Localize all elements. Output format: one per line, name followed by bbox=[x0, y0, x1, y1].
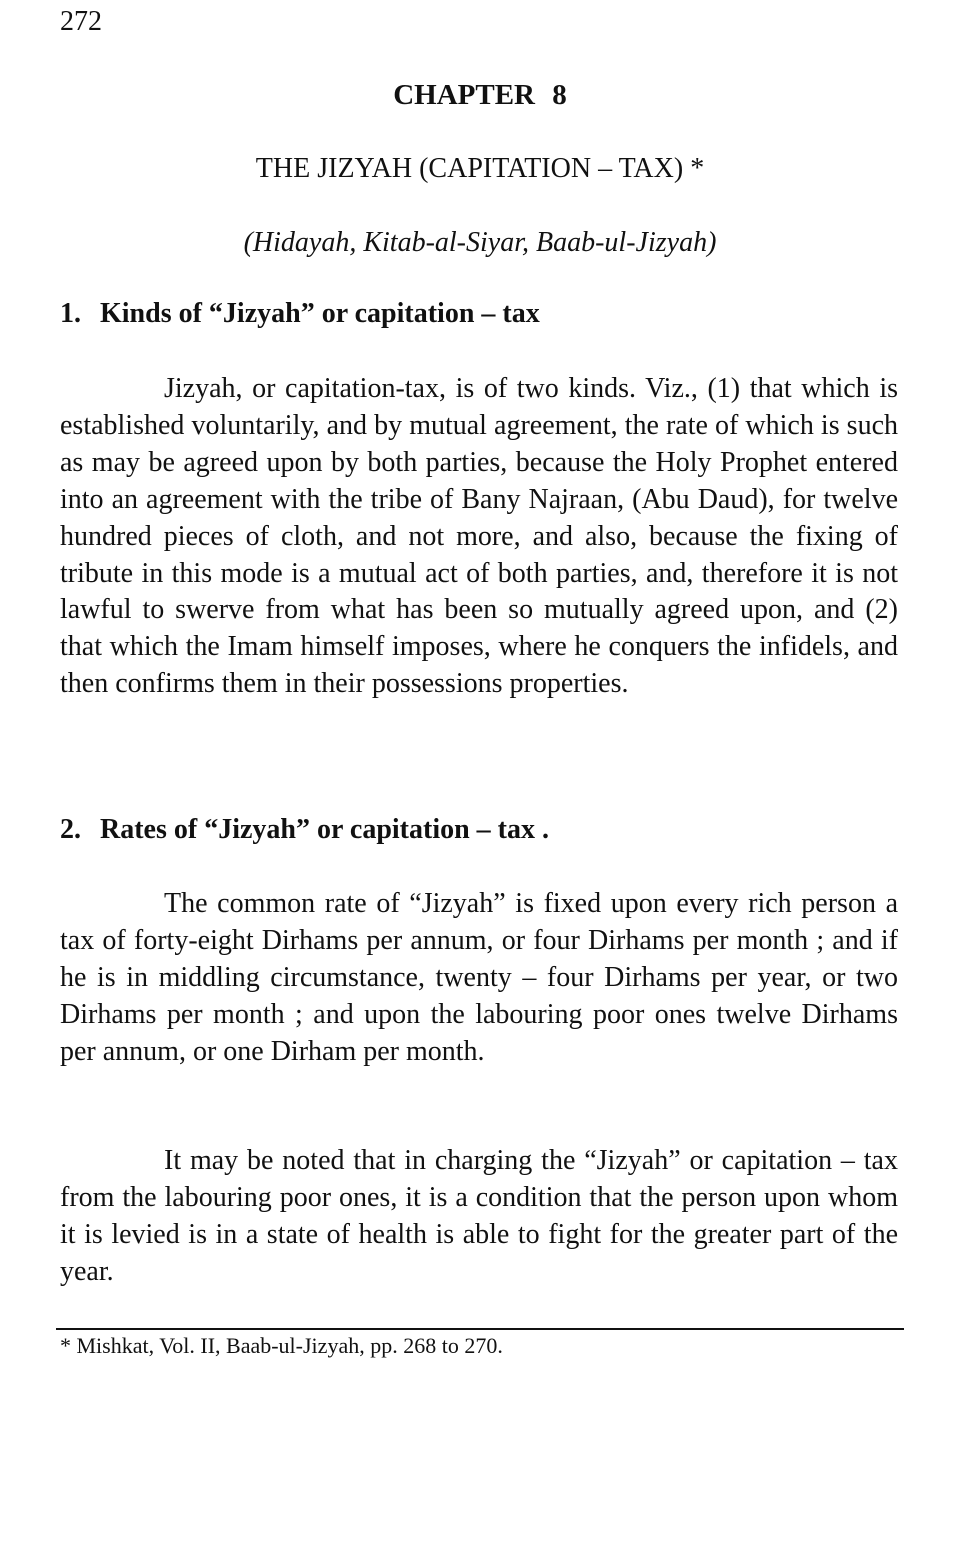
paragraph-kinds-of-jizyah: Jizyah, or capitation-tax, is of two kinds. Viz., (1) that which is established voluntarily, and by mutual agreement, the rate of which is such as may be agreed upon by both parties, because the Holy Prophet entered into an agreement with the tribe of Bany Najraan, (Abu Daud), for twelve hundred pieces of cloth, and not more, and also, because the fixing of tribute in this mode is a mutual act of both parties, and, therefore it is not lawful to swerve from what has been so mutually agreed upon, and (2) that which the Imam himself imposes, where he conquers the infidels, and then confirms them in their possessions properties. bbox=[60, 373, 898, 700]
paragraph-condition-note: It may be noted that in charging the “Jizyah” or capitation – tax from the labouring poor ones, it is a condition that the person upon whom it is levied is in a state of health is able to fight for the greater part of the year. bbox=[60, 1145, 898, 1287]
chapter-subtitle: THE JIZYAH (CAPITATION – TAX) * bbox=[255, 153, 705, 184]
section-number: 2. bbox=[60, 814, 81, 845]
paragraph-common-rate: The common rate of “Jizyah” is fixed upon every rich person a tax of forty-eight Dirhams per annum, or four Dirhams per month ; and if he is in middling circumstance, twenty – four Dirhams per year, or two Dirhams per month ; and upon the labouring poor ones twelve Dirhams per annum, or one Dirham per month. bbox=[60, 888, 898, 1067]
chapter-source-reference: (Hidayah, Kitab-al-Siyar, Baab-ul-Jizyah) bbox=[243, 227, 717, 258]
footnote: * Mishkat, Vol. II, Baab-ul-Jizyah, pp. 268 to 270. bbox=[60, 1333, 503, 1358]
section-heading-kinds bbox=[60, 296, 900, 332]
section-number: 1. bbox=[60, 298, 81, 329]
footnote-divider bbox=[56, 1328, 904, 1330]
section-title: Kinds of “Jizyah” or capitation – tax bbox=[100, 298, 540, 329]
chapter-title: CHAPTER 8 bbox=[393, 79, 567, 111]
section-title: Rates of “Jizyah” or capitation – tax . bbox=[100, 814, 549, 845]
section-heading-rates bbox=[60, 812, 900, 848]
page-number: 272 bbox=[60, 6, 102, 37]
